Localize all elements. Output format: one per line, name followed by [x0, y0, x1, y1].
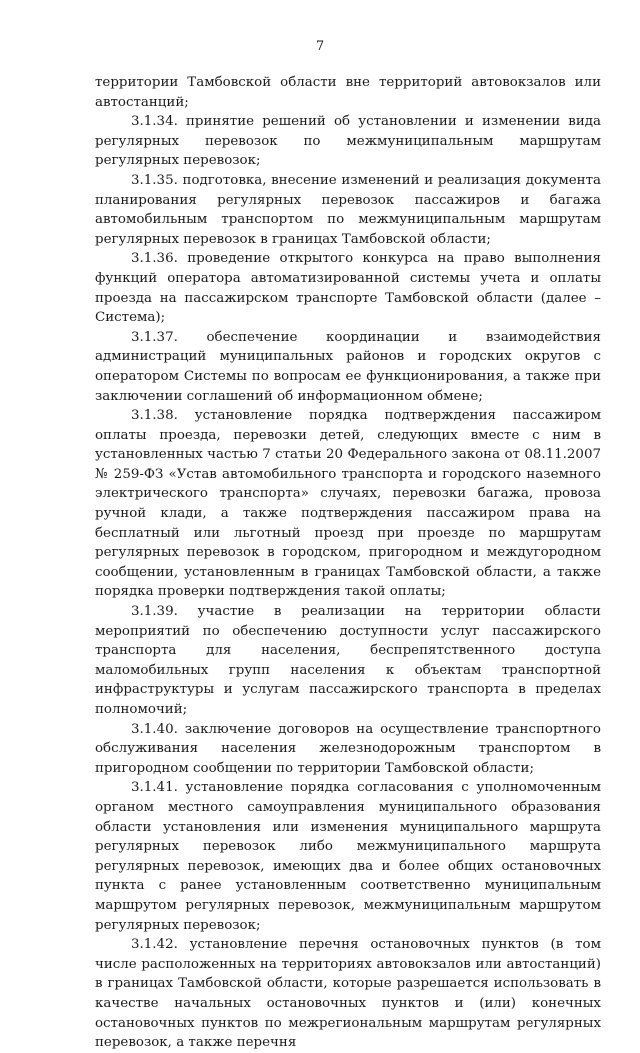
numbered-paragraph: 3.1.37. обеспечение координации и взаимодействия администраций муниципальных районов и городских округов с оператором Системы по вопросам ее функционирования, а также при заключении соглашений об информационном обмене; — [95, 329, 601, 404]
numbered-paragraph: 3.1.40. заключение договоров на осуществление транспортного обслуживания населения железнодорожным транспортом в пригородном сообщении по территории Тамбовской области; — [95, 721, 601, 776]
continued-paragraph: территории Тамбовской области вне территорий автовокзалов или автостанций; — [95, 75, 601, 110]
numbered-paragraph: 3.1.41. установление порядка согласования с уполномоченным органом местного самоуправления муниципального образования области установления или изменения муниципального маршрута регулярных перевозок либо межмуниципального маршрута регулярных перевозок, имеющих два и более общих остановочных пункта с ранее установленным соответственно муниципальным маршрутом регулярных перевозок, межмуниципальным маршрутом регулярных перевозок; — [95, 780, 601, 933]
page-number: 7 — [315, 39, 325, 54]
document-body — [95, 73, 601, 1053]
numbered-paragraph: 3.1.34. принятие решений об установлении и изменении вида регулярных перевозок по межмуниципальным маршрутам регулярных перевозок; — [95, 114, 601, 169]
numbered-paragraph: 3.1.35. подготовка, внесение изменений и реализация документа планирования регулярных перевозок пассажиров и багажа автомобильным транспортом по межмуниципальным маршрутам регулярных перевозок в границах Тамбовской области; — [95, 172, 601, 247]
numbered-paragraph: 3.1.38. установление порядка подтверждения пассажиром оплаты проезда, перевозки детей, следующих вместе с ним в установленных частью 7 статьи 20 Федерального закона от 08.11.2007 № 259-ФЗ «Устав автомобильного транспорта и городского наземного электрического транспорта» случаях, перевозки багажа, провоза ручной клади, а также подтверждения пассажиром права на бесплатный или льготный проезд при проезде по маршрутам регулярных перевозок в городском, пригородном и междугородном сообщении, установленным в границах Тамбовской области, а также порядка проверки подтверждения такой оплаты; — [95, 408, 601, 600]
numbered-paragraph: 3.1.36. проведение открытого конкурса на право выполнения функций оператора автоматизированной системы учета и оплаты проезда на пассажирском транспорте Тамбовской области (далее – Система); — [95, 251, 601, 326]
numbered-paragraph: 3.1.42. установление перечня остановочных пунктов (в том числе расположенных на территориях автовокзалов или автостанций) в границах Тамбовской области, которые разрешается использовать в качестве начальных остановочных пунктов и (или) конечных остановочных пунктов по межрегиональным маршрутам регулярных перевозок, а также перечня — [95, 937, 601, 1051]
numbered-paragraph: 3.1.39. участие в реализации на территории области мероприятий по обеспечению доступности услуг пассажирского транспорта для населения, беспрепятственного доступа маломобильных групп населения к объектам транспортной инфраструктуры и услугам пассажирского транспорта в пределах полномочий; — [95, 604, 601, 717]
